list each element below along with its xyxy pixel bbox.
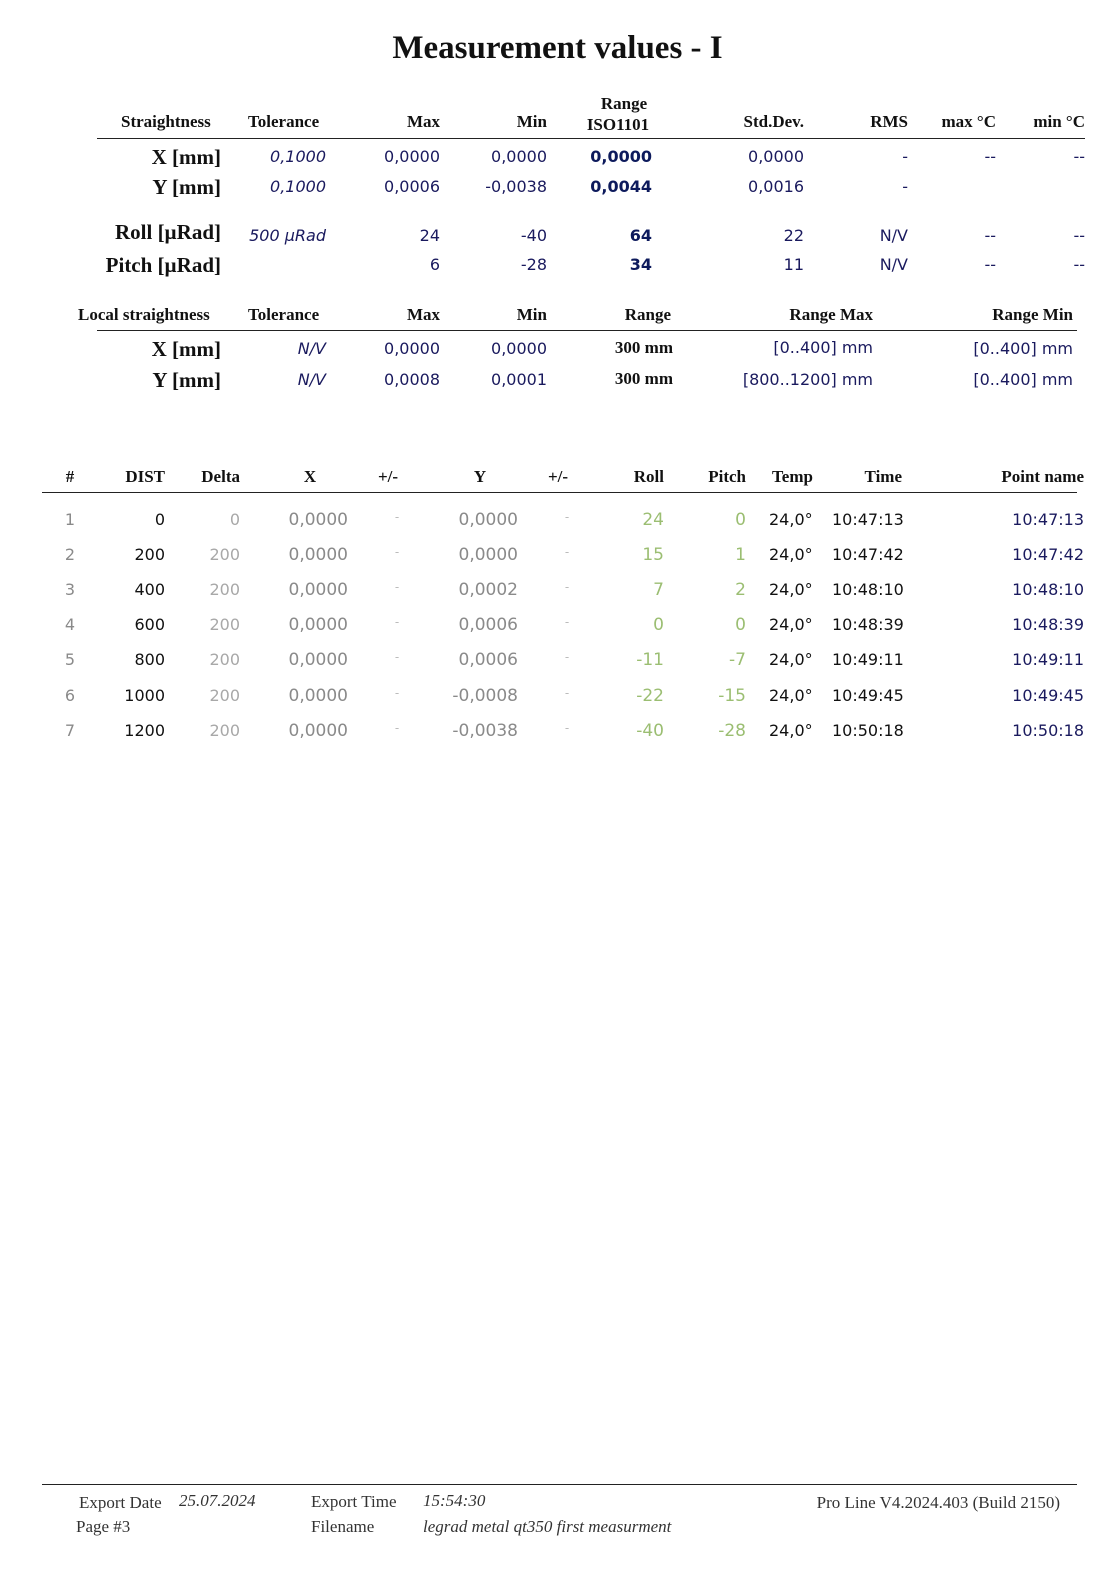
cell-dist: 400 (134, 580, 165, 600)
min-value: 0,0001 (491, 370, 547, 389)
cell-point-name: 10:47:13 (1012, 510, 1084, 529)
cell-y: -0,0008 (452, 685, 518, 706)
cell-x-pm: - (394, 615, 400, 630)
range-value: 64 (629, 226, 652, 245)
min-temp-value: -- (1073, 226, 1085, 245)
cell-pitch: -15 (718, 685, 746, 706)
cell-dist: 1000 (124, 685, 165, 705)
cell-y: 0,0000 (458, 510, 518, 530)
max-header: Max (406, 305, 440, 324)
cell-x: 0,0000 (288, 685, 348, 706)
page-number: Page #3 (76, 1517, 131, 1536)
cell-point-name: 10:48:10 (1012, 580, 1084, 600)
rms-value: - (902, 177, 908, 196)
range-min-value: [0..400] mm (973, 339, 1073, 358)
cell-x: 0,0000 (288, 650, 348, 671)
range-value: 34 (629, 255, 652, 274)
range-value: 0,0000 (590, 147, 652, 166)
cell-x: 0,0000 (288, 615, 348, 636)
num-header: # (65, 467, 75, 486)
min-value: -28 (520, 255, 547, 274)
range-max-value: [0..400] mm (773, 338, 873, 357)
max-temp-header: max °C (941, 112, 996, 131)
export-date-value: 25.07.2024 (179, 1491, 256, 1510)
min-value: 0,0000 (491, 339, 547, 358)
stddev-value: 0,0016 (748, 177, 804, 196)
range-value: 0,0044 (590, 177, 652, 196)
cell-roll: -40 (636, 720, 664, 741)
cell-pitch: -28 (718, 720, 746, 741)
cell-point-name: 10:49:11 (1012, 650, 1084, 670)
cell-x-pm: - (394, 510, 400, 524)
cell-temp: 24,0° (769, 650, 813, 670)
cell-dist: 200 (134, 545, 165, 565)
cell-delta: 200 (209, 580, 240, 600)
min-value: -0,0038 (485, 177, 547, 196)
cell-x: 0,0000 (288, 510, 348, 530)
max-temp-value: -- (984, 147, 996, 166)
rms-value: N/V (879, 226, 908, 245)
software-version: Pro Line V4.2024.403 (Build 2150) (816, 1493, 1060, 1512)
cell-y-pm: - (564, 685, 570, 700)
min-header: Min (516, 112, 547, 131)
min-temp-header: min °C (1033, 112, 1085, 131)
filename-label: Filename (311, 1517, 375, 1536)
cell-roll: 24 (642, 510, 664, 530)
cell-y: 0,0000 (458, 545, 518, 566)
cell-point-name: 10:49:45 (1012, 685, 1084, 705)
export-time-value: 15:54:30 (423, 1491, 486, 1510)
cell-y-pm: - (564, 720, 570, 735)
cell-y-pm: - (564, 615, 570, 630)
min-value: -40 (520, 226, 547, 245)
cell-dist: 1200 (124, 720, 165, 740)
max-header: Max (406, 112, 440, 131)
cell-time: 10:47:13 (832, 510, 904, 529)
max-temp-value: -- (984, 226, 996, 245)
cell-delta: 200 (209, 650, 240, 670)
row-label: Y [mm] (152, 368, 221, 392)
cell-time: 10:49:45 (832, 685, 904, 705)
cell-num: 5 (64, 650, 76, 670)
tolerance-value: N/V (297, 370, 326, 389)
stddev-value: 0,0000 (748, 147, 804, 166)
cell-y-pm: - (564, 545, 570, 560)
tolerance-value: 0,1000 (270, 177, 326, 196)
cell-y-pm: - (564, 580, 570, 595)
cell-y-pm: - (564, 650, 570, 665)
delta-header: Delta (201, 467, 240, 486)
max-value: 0,0000 (384, 339, 440, 358)
stddev-header: Std.Dev. (743, 112, 804, 131)
cell-point-name: 10:48:39 (1012, 615, 1084, 635)
cell-temp: 24,0° (769, 615, 813, 635)
x-pm-header: +/- (377, 467, 399, 486)
rms-header: RMS (870, 112, 908, 131)
filename-value: legrad metal qt350 first measurment (423, 1517, 672, 1536)
cell-roll: 7 (653, 580, 664, 601)
points-header-rule (42, 492, 1077, 493)
range-max-value: [800..1200] mm (742, 370, 873, 389)
dist-header: DIST (125, 467, 165, 486)
cell-num: 7 (64, 720, 76, 740)
cell-delta: 200 (209, 545, 240, 565)
export-time-label: Export Time (311, 1492, 397, 1511)
cell-y: 0,0002 (458, 580, 518, 601)
local-straightness-header: Local straightness (78, 305, 210, 324)
cell-x-pm: - (394, 720, 400, 735)
cell-time: 10:48:10 (832, 580, 904, 600)
footer-rule (42, 1484, 1077, 1485)
cell-dist: 0 (154, 510, 165, 529)
rms-value: N/V (879, 255, 908, 274)
cell-temp: 24,0° (769, 685, 813, 705)
min-value: 0,0000 (491, 147, 547, 166)
cell-pitch: 1 (735, 545, 746, 566)
cell-temp: 24,0° (769, 580, 813, 600)
cell-point-name: 10:47:42 (1012, 545, 1084, 565)
row-label: X [mm] (151, 337, 221, 361)
cell-num: 4 (64, 615, 76, 635)
cell-x: 0,0000 (288, 545, 348, 566)
range-max-header: Range Max (789, 305, 873, 324)
range-value: 300 mm (614, 338, 673, 357)
tolerance-header: Tolerance (248, 112, 320, 131)
export-date-label: Export Date (79, 1493, 162, 1512)
cell-time: 10:47:42 (832, 545, 904, 565)
cell-x: 0,0000 (288, 580, 348, 601)
cell-pitch: 0 (735, 615, 746, 636)
cell-y: -0,0038 (452, 720, 518, 741)
temp-header: Temp (772, 467, 813, 486)
cell-temp: 24,0° (769, 545, 813, 565)
straightness-header: Straightness (121, 112, 211, 131)
cell-x: 0,0000 (288, 720, 348, 741)
row-label: Pitch [µRad] (105, 253, 221, 277)
point-name-header: Point name (1001, 467, 1084, 486)
tolerance-value: N/V (297, 339, 326, 358)
roll-header: Roll (633, 467, 664, 486)
cell-dist: 800 (134, 650, 165, 670)
max-value: 6 (429, 255, 440, 274)
row-label: Y [mm] (152, 175, 221, 199)
min-temp-value: -- (1073, 147, 1085, 166)
rms-value: - (902, 147, 908, 166)
cell-y-pm: - (564, 510, 570, 524)
cell-num: 3 (64, 580, 76, 600)
cell-time: 10:50:18 (832, 720, 904, 740)
max-temp-value: -- (984, 255, 996, 274)
cell-point-name: 10:50:18 (1012, 720, 1084, 740)
cell-roll: -11 (636, 650, 664, 671)
cell-y: 0,0006 (458, 650, 518, 671)
time-header: Time (864, 467, 902, 486)
y-pm-header: +/- (547, 467, 569, 486)
max-value: 0,0008 (384, 370, 440, 389)
y-header: Y (473, 467, 487, 486)
cell-num: 6 (64, 685, 76, 705)
cell-x-pm: - (394, 685, 400, 700)
straightness-header-rule (97, 138, 1085, 139)
min-temp-value: -- (1073, 255, 1085, 274)
cell-pitch: 2 (735, 580, 746, 601)
stddev-value: 11 (783, 255, 804, 274)
cell-delta: 200 (209, 685, 240, 705)
max-value: 24 (419, 226, 440, 245)
cell-pitch: 0 (735, 510, 746, 530)
cell-temp: 24,0° (769, 720, 813, 740)
max-value: 0,0006 (384, 177, 440, 196)
cell-x-pm: - (394, 545, 400, 560)
cell-dist: 600 (134, 615, 165, 635)
cell-delta: 200 (209, 615, 240, 635)
cell-y: 0,0006 (458, 615, 518, 636)
cell-delta: 200 (209, 720, 240, 740)
cell-roll: 15 (642, 545, 664, 566)
cell-time: 10:48:39 (832, 615, 904, 635)
page-title: Measurement values - I (392, 30, 723, 66)
cell-time: 10:49:11 (832, 650, 904, 670)
cell-roll: -22 (636, 685, 664, 706)
max-value: 0,0000 (384, 147, 440, 166)
range-header: Range (624, 305, 671, 324)
cell-pitch: -7 (729, 650, 746, 671)
cell-temp: 24,0° (769, 510, 813, 529)
local-header-rule (97, 330, 1077, 331)
tolerance-header: Tolerance (248, 305, 320, 324)
cell-delta: 0 (229, 510, 240, 529)
stddev-value: 22 (783, 226, 804, 245)
min-header: Min (516, 305, 547, 324)
range-value: 300 mm (614, 369, 673, 388)
cell-num: 2 (64, 545, 76, 565)
range-min-value: [0..400] mm (973, 370, 1073, 389)
tolerance-value: 500 µRad (249, 226, 326, 245)
pitch-header: Pitch (708, 467, 746, 486)
cell-x-pm: - (394, 580, 400, 595)
range-header-line1: Range (600, 94, 648, 113)
cell-x-pm: - (394, 650, 400, 665)
x-header: X (303, 467, 317, 486)
row-label: X [mm] (151, 145, 221, 169)
row-label: Roll [µRad] (114, 220, 221, 244)
range-min-header: Range Min (992, 305, 1073, 324)
cell-num: 1 (64, 510, 76, 529)
tolerance-value: 0,1000 (270, 147, 326, 166)
range-header-line2: ISO1101 (586, 115, 650, 134)
cell-roll: 0 (653, 615, 664, 636)
